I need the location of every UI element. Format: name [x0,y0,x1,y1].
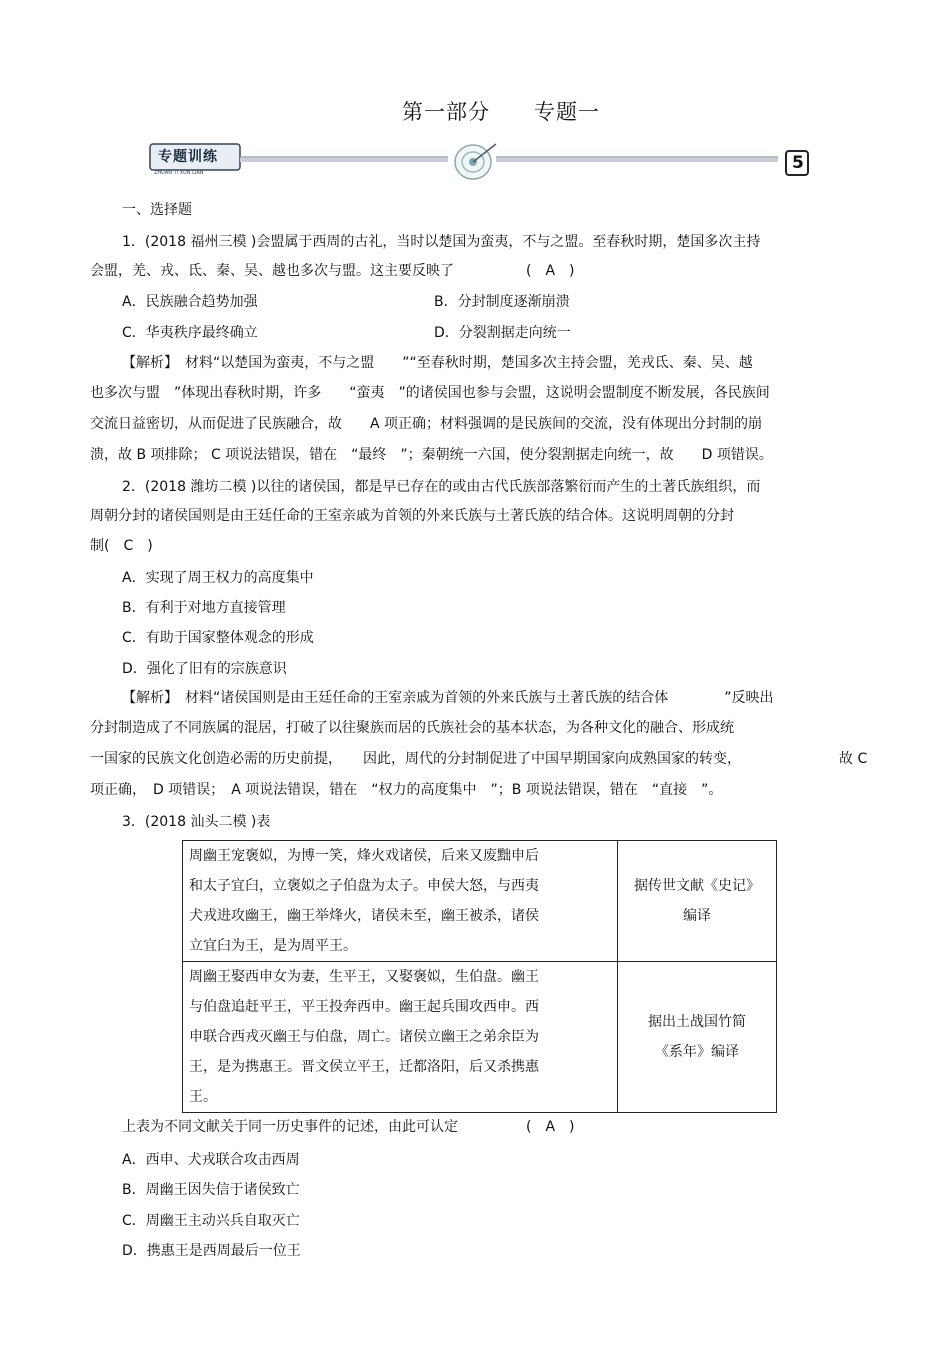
table-line: 申联合西戎灭幽王与伯盘，周亡。诸侯立幽王之弟余臣为 [189,1029,539,1045]
table-line: 《系年》编译 [655,1044,739,1060]
q3-answer: ( A ) [526,1119,575,1135]
q3-stem: 上表为不同文献关于同一历史事件的记述，由此可认定 [122,1119,458,1135]
q2-option-a: A．实现了周王权力的高度集中 [122,570,314,586]
q2-line3: 制( C ) [90,538,153,554]
q1-option-c: C．华夷秩序最终确立 [122,325,258,341]
q2-explanation-3-end: 故 C [839,751,868,767]
banner-label: 专题训练 [158,149,218,165]
section-banner [148,140,813,186]
table-line: 据传世文献《史记》 [634,878,760,894]
q1-explanation-1: 【解析】 材料“以楚国为蛮夷，不与之盟 ”“至春秋时期，楚国多次主持会盟，羌戎氐、秦、吴、越 [122,355,753,371]
table-line: 编译 [683,908,711,924]
q1-explanation-2: 也多次与盟 ”体现出春秋时期，许多 “蛮夷 ”的诸侯国也参与会盟，这说明会盟制度不断发展，各民族间 [90,385,770,401]
q2-option-d: D．强化了旧有的宗族意识 [122,661,287,677]
q2-option-b: B．有利于对地方直接管理 [122,600,286,616]
q2-explanation-1: 【解析】 材料“诸侯国则是由王廷任命的王室亲戚为首领的外来氏族与土著氏族的结合体 ”反映出 [122,690,774,706]
table-line: 和太子宜臼，立褒姒之子伯盘为太子。申侯大怒，与西夷 [189,878,539,894]
table-line: 王，是为携惠王。晋文侯立平王，迁都洛阳，后又杀携惠 [189,1059,539,1075]
table-cell-text [183,841,618,962]
banner-pinyin: ZHUAN TI XUN LIAN [154,170,204,176]
q3-option-a: A．西申、犬戎联合攻击西周 [122,1152,300,1168]
table-line: 周幽王娶西申女为妻，生平王，又娶褒姒，生伯盘。幽王 [189,969,539,985]
page-title: 第一部分 专题一 [402,100,600,124]
table-row [183,962,777,1113]
q2-line1: 2．(2018 潍坊二模 )以往的诸侯国，都是早已存在的或由古代氏族部落繁衍而产生的土著氏族组织，而 [122,479,761,495]
section-heading: 一、选择题 [122,202,192,218]
table-line: 与伯盘追赶平王，平王投奔西申。幽王起兵围攻西申。西 [189,999,539,1015]
table-line: 立宜臼为王，是为周平王。 [189,938,357,954]
q3-option-d: D．携惠王是西周最后一位王 [122,1243,301,1259]
table-cell-source [618,841,777,962]
q1-line2: 会盟，羌、戎、氐、秦、吴、越也多次与盟。这主要反映了 [90,263,454,279]
q1-explanation-4: 溃，故 B 项排除； C 项说法错误，错在 “最终 ”；秦朝统一六国，使分裂割据走向统一，故 D 项错误。 [90,447,773,463]
q1-answer: ( A ) [526,263,575,279]
banner-number: 5 [792,153,804,173]
q1-option-a: A．民族融合趋势加强 [122,294,258,310]
q2-explanation-2: 分封制造成了不同族属的混居，打破了以往聚族而居的氏族社会的基本状态，为各种文化的融合、形成统 [90,720,734,736]
table-cell-text [183,962,618,1113]
table-cell-source [618,962,777,1113]
table-line: 据出土战国竹简 [648,1014,746,1030]
q2-explanation-3: 一国家的民族文化创造必需的历史前提， 因此，周代的分封制促进了中国早期国家向成熟国家的转变， [90,751,741,767]
q2-explanation-4: 项正确， D 项错误； A 项说法错误，错在 “权力的高度集中 ”；B 项说法错误，错在 “直接 ”。 [90,782,723,798]
q3-option-c: C．周幽王主动兴兵自取灭亡 [122,1213,300,1229]
q1-option-d: D．分裂割据走向统一 [434,325,571,341]
q1-line1: 1．(2018 福州三模 )会盟属于西周的古礼，当时以楚国为蛮夷，不与之盟。至春秋时期，楚国多次主持 [122,234,761,250]
q3-option-b: B．周幽王因失信于诸侯致亡 [122,1182,300,1198]
q2-option-c: C．有助于国家整体观念的形成 [122,630,314,646]
table-line: 周幽王宠褒姒，为博一笑，烽火戏诸侯，后来又废黜申后 [189,848,539,864]
q2-line2: 周朝分封的诸侯国则是由王廷任命的王室亲戚为首领的外来氏族与土著氏族的结合体。这说明周朝的分封 [90,508,734,524]
q1-option-b: B．分封制度逐渐崩溃 [434,294,570,310]
q1-explanation-3: 交流日益密切，从而促进了民族融合，故 A 项正确；材料强调的是民族间的交流，没有体现出分封制的崩 [90,416,763,432]
table-line: 王。 [189,1089,217,1105]
source-table [182,840,777,1113]
banner-graphic [148,140,813,186]
table-line: 犬戎进攻幽王，幽王举烽火，诸侯未至，幽王被杀，诸侯 [189,908,539,924]
q3-line1: 3．(2018 汕头二模 )表 [122,814,271,830]
table-row [183,841,777,962]
target-icon [455,144,496,179]
